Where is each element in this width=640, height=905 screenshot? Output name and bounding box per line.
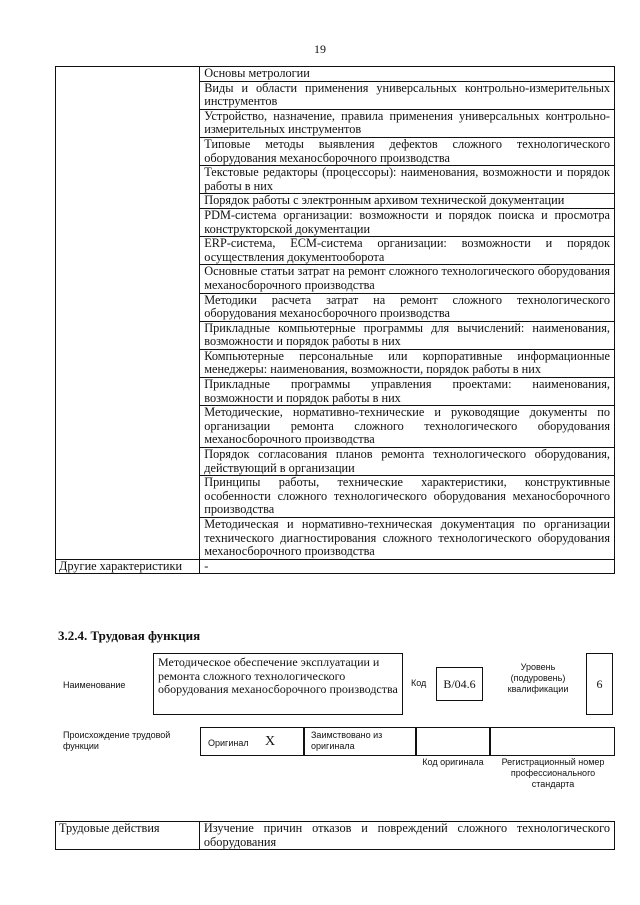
knowledge-item: Порядок работы с электронным архивом технической документации: [200, 194, 615, 209]
knowledge-item: Принципы работы, технические характеристики, конструктивные особенности сложного технологического оборудования механосборочного производства: [200, 476, 615, 518]
other-characteristics-label: Другие характеристики: [56, 559, 200, 574]
knowledge-item: Текстовые редакторы (процессоры): наименования, возможности и порядок работы в них: [200, 166, 615, 194]
original-mark: X: [265, 734, 276, 749]
origin-label: Происхождение трудовой функции: [63, 730, 171, 751]
level-label: Уровень (подуровень) квалификации: [507, 662, 569, 694]
knowledge-item: Методическая и нормативно-техническая документация по организации технического диагностирования сложного технологического оборудования механосборочного производства: [200, 518, 615, 560]
knowledge-item: Устройство, назначение, правила применения универсальных контрольно-измерительных инструментов: [200, 109, 615, 137]
knowledge-item: Виды и области применения универсальных контрольно-измерительных инструментов: [200, 81, 615, 109]
other-characteristics-value: -: [200, 559, 615, 574]
reg-caption: Регистрационный номер профессионального стандарта: [501, 757, 605, 789]
knowledge-item: Типовые методы выявления дефектов сложного технологического оборудования механосборочного производства: [200, 137, 615, 165]
borrowed-label: Заимствовано из оригинала: [311, 730, 383, 751]
page-number: 19: [314, 42, 326, 56]
left-empty-cell: [56, 67, 200, 560]
code-caption: Код оригинала: [422, 757, 484, 767]
origin-borrowed-cell: [304, 727, 416, 756]
level-box: 6: [586, 653, 613, 715]
labor-actions-table: [55, 821, 615, 850]
knowledge-item: Методические, нормативно-технические и руководящие документы по организации ремонта сложного технологического оборудования механосборочного производства: [200, 406, 615, 448]
labor-action-item: Изучение причин отказов и повреждений сложного технологического оборудования: [199, 822, 614, 850]
origin-reg-cell: [490, 727, 615, 756]
origin-original-cell: [200, 727, 304, 756]
knowledge-item: Основные статьи затрат на ремонт сложного технологического оборудования механосборочного производства: [200, 265, 615, 293]
function-name-box: Методическое обеспечение эксплуатации и ремонта сложного технологического оборудования механосборочного производства: [153, 653, 403, 715]
knowledge-item: Основы метрологии: [200, 67, 615, 82]
other-characteristics-row: [56, 559, 615, 574]
knowledge-item: Порядок согласования планов ремонта технологического оборудования, действующий в организации: [200, 448, 615, 476]
knowledge-item: Прикладные программы управления проектами: наименования, возможности и порядок работы в них: [200, 378, 615, 406]
section-title: 3.2.4. Трудовая функция: [58, 628, 201, 643]
knowledge-item: PDM-система организации: возможности и порядок поиска и просмотра конструкторской документации: [200, 208, 615, 236]
function-code-box: B/04.6: [436, 667, 483, 701]
knowledge-item: Методики расчета затрат на ремонт сложного технологического оборудования механосборочного производства: [200, 293, 615, 321]
labor-actions-label: Трудовые действия: [56, 822, 200, 850]
knowledge-item: ERP-система, ECM-система организации: возможности и порядок осуществления документооборота: [200, 237, 615, 265]
knowledge-item: Прикладные компьютерные программы для вычислений: наименования, возможности и порядок работы в них: [200, 321, 615, 349]
knowledge-table: [55, 66, 615, 574]
code-label: Код: [411, 678, 427, 688]
name-label: Наименование: [63, 680, 126, 690]
knowledge-item: Компьютерные персональные или корпоративные информационные менеджеры: наименования, возможности, порядок работы в них: [200, 349, 615, 377]
origin-code-cell: [416, 727, 490, 756]
knowledge-row: [56, 67, 615, 82]
original-label: Оригинал: [208, 738, 249, 748]
